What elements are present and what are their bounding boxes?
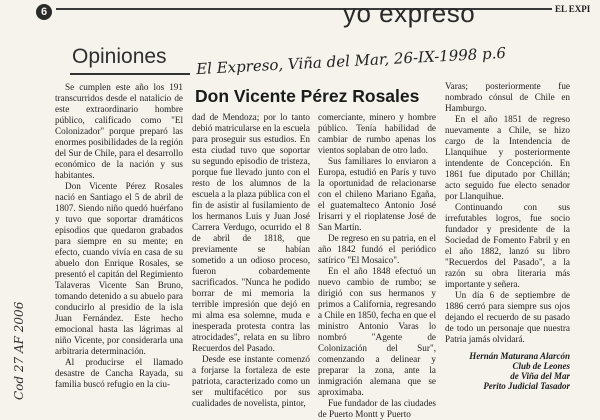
paragraph: Se cumplen este año los 191 transcurridos desde el natalicio de este extraordinario hombre público, calificado como "El Colonizador" porque preparó las enormes posibilidades de la región del Sur de Chile, para el desarrollo económico de la nación y sus habitantes. [55, 82, 183, 180]
article-headline: Don Vicente Pérez Rosales [195, 86, 420, 106]
author-name: Hernán Maturana Alarcón [469, 351, 570, 361]
section-title: yo expreso [343, 0, 476, 28]
paragraph: En el año 1848 efectuó un nuevo cambio de rumbo; se dirigió con sus hermanos y primos a California, regresando a Chile en 1850, fecha en que el ministro Antonio Varas lo nombró "Agente de Colonización del Sur", comenzando a delinear y preparar la zona, ante la inmigración alemana que se aproximaba. [318, 266, 436, 397]
paragraph: De regreso en su patria, en el año 1842 fundó el periódico satírico "El Mosaico". [318, 233, 436, 265]
masthead-corner: EL EXPI [555, 4, 591, 14]
top-rule [56, 8, 552, 10]
paragraph: Fue fundador de las ciudades de Puerto Montt y Puerto [318, 398, 436, 419]
handwritten-side-note [12, 200, 32, 410]
paragraph: dad de Mendoza; por lo tanto debió matricularse en la escuela para proseguir sus estudios. En esta ciudad tuvo que soportar su segundo episodio de tristeza, porque fue llevado junto con el resto de los alumnos de la escuela a la plaza pública con el fin de asistir al fusilamiento de los hermanos Luis y Juan José Carrera Verdugo, ocurrido el 8 de abril de 1818, que previamente se habían sometido a un odioso proceso, fueron cobardemente sacrificados. "Nunca he podido borrar de mi memoria la terrible impresión que dejó en mi alma esa solemne, muda e inesperada protesta contra las atrocidades", relata en su libro Recuerdos del Pasado. [192, 112, 310, 353]
handwritten-reference: El Expreso, Viña del Mar, 26-IX-1998 p.6 [195, 43, 507, 79]
page-number: 6 [36, 4, 52, 20]
paragraph: Al producirse el llamado desastre de Cancha Rayada, su familia buscó refugio en la ciu- [55, 357, 183, 389]
paragraph: En el año 1851 de regreso nuevamente a Chile, se hizo cargo de la Intendencia de Llanquihue y posteriormente intendente de Concepción. En 1861 fue diputado por Chillán; acto seguido fue electo senador por Llanquihue. [445, 114, 570, 201]
paragraph: Don Vicente Pérez Rosales nació en Santiago el 5 de abril de 1807. Siendo niño quedó huérfano y tuvo que soportar dramáticos episodios que quedaron grabados para siempre en su mente; en efecto, cuando vivía en casa de su abuelo don Enrique Rosales, se presentó el capitán del Regimiento Talaveras Vicente San Bruno, tomando detenido a su abuelo para conducirlo al presidio de la isla Juan Fernández. Este hecho emocional hasta las lágrimas al niño Vicente, por considerarla una arbitraria determinación. [55, 181, 183, 356]
paragraph: Un día 6 de septiembre de 1886 cerró para siempre sus ojos dejando el recuerdo de su pasado de todo un personaje que nuestra Patria jamás olvidará. [445, 290, 570, 344]
paragraph: comerciante, minero y hombre público. Tenía habilidad de cambiar de rumbo apenas los vientos soplaban de otro lado. [318, 112, 436, 155]
article-column-2 [192, 112, 310, 408]
section-label-rule [70, 73, 190, 75]
paragraph: Varas; posteriormente fue nombrado cónsul de Chile en Hamburgo. [445, 81, 570, 113]
author-title: Perito Judicial Tasador [483, 381, 570, 391]
paragraph: Sus familiares lo enviaron a Europa, estudió en París y tuvo la oportunidad de relacionarse con el chileno Mariano Egaña, el guatemalteco Antonio José Irisarri y el rioplatense José de San Martín. [318, 156, 436, 232]
article-column-3 [318, 112, 436, 419]
author-signature [445, 351, 570, 391]
article-column-1 [55, 82, 183, 408]
handwritten-side-text: Cod 27 AF 2006 [12, 301, 26, 400]
paragraph: Desde ese instante comenzó a forjarse la fortaleza de este patriota, caracterizado como un ser multifacético por sus cualidades de novelista, pintor, [192, 354, 310, 408]
paragraph: Continuando con sus irrefutables logros, fue socio fundador y presidente de la Sociedad de Fomento Fabril y en el año 1882, lanzó su libro "Recuerdos del Pasado", a la razón su obra literaria más importante y señera. [445, 202, 570, 289]
article-column-4 [445, 81, 570, 408]
section-label: Opiniones [72, 45, 167, 68]
author-affiliation-city: de Viña del Mar [510, 371, 570, 381]
author-affiliation: Club de Leones [512, 361, 570, 371]
